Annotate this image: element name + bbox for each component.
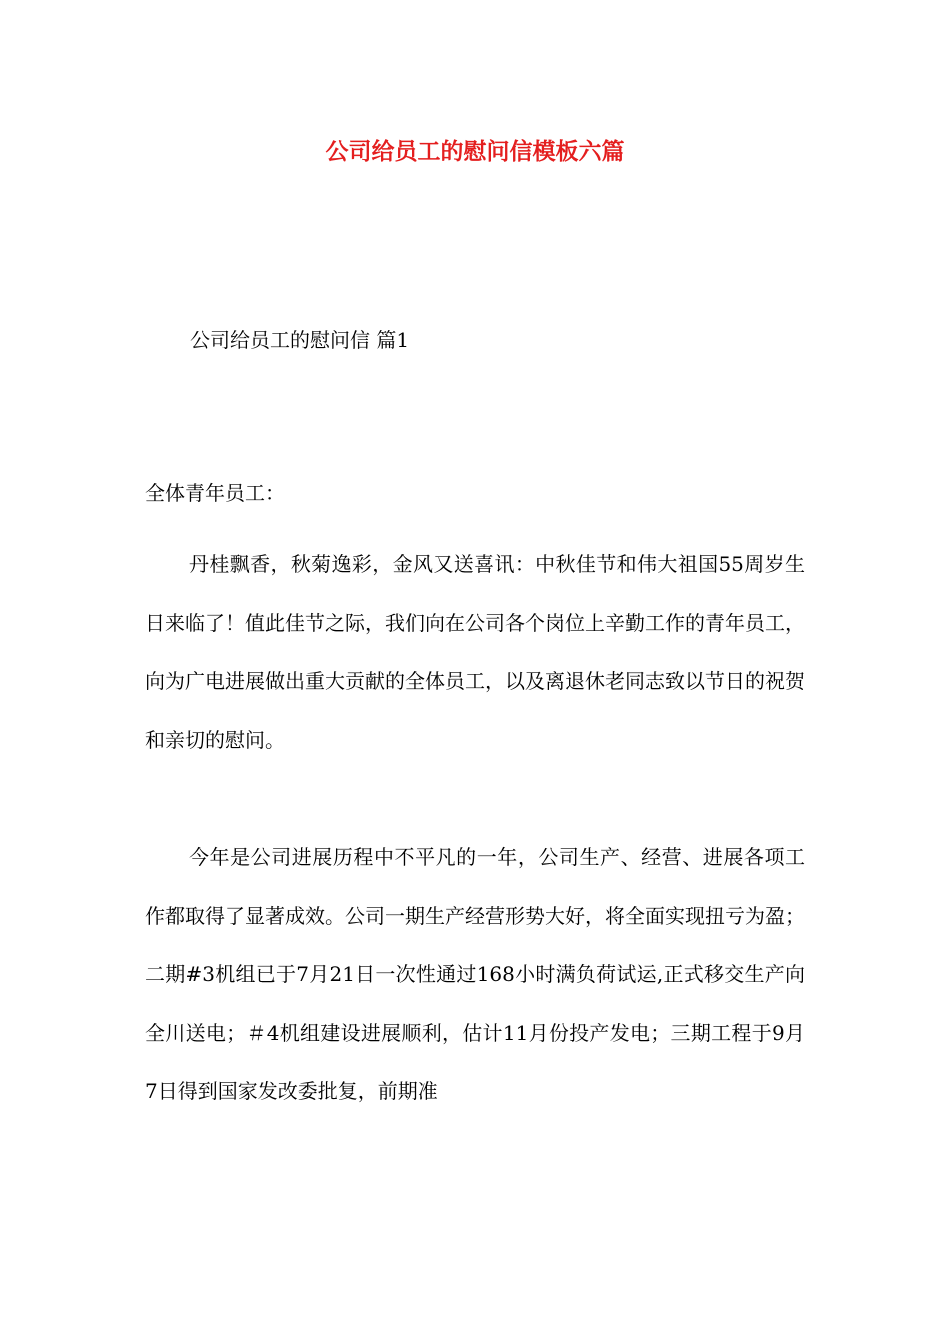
- section-heading: 公司给员工的慰问信 篇1: [190, 328, 410, 352]
- document-title: 公司给员工的慰问信模板六篇: [325, 139, 625, 165]
- body-paragraph-1: 丹桂飘香，秋菊逸彩，金风又送喜讯：中秋佳节和伟大祖国55周岁生日来临了！值此佳节之际，我们向在公司各个岗位上辛勤工作的青年员工，向为广电进展做出重大贡献的全体员工，以及离退休老同志致以节日的祝贺和亲切的慰问。: [145, 552, 805, 752]
- salutation: 全体青年员工：: [145, 481, 285, 505]
- body-paragraph-2: 今年是公司进展历程中不平凡的一年，公司生产、经营、进展各项工作都取得了显著成效。公司一期生产经营形势大好，将全面实现扭亏为盈；二期#3机组已于7月21日一次性通过168小时满负荷试运,正式移交生产向全川送电；＃4机组建设进展顺利，估计11月份投产发电；三期工程于9月7日得到国家发改委批复，前期准: [145, 845, 805, 1103]
